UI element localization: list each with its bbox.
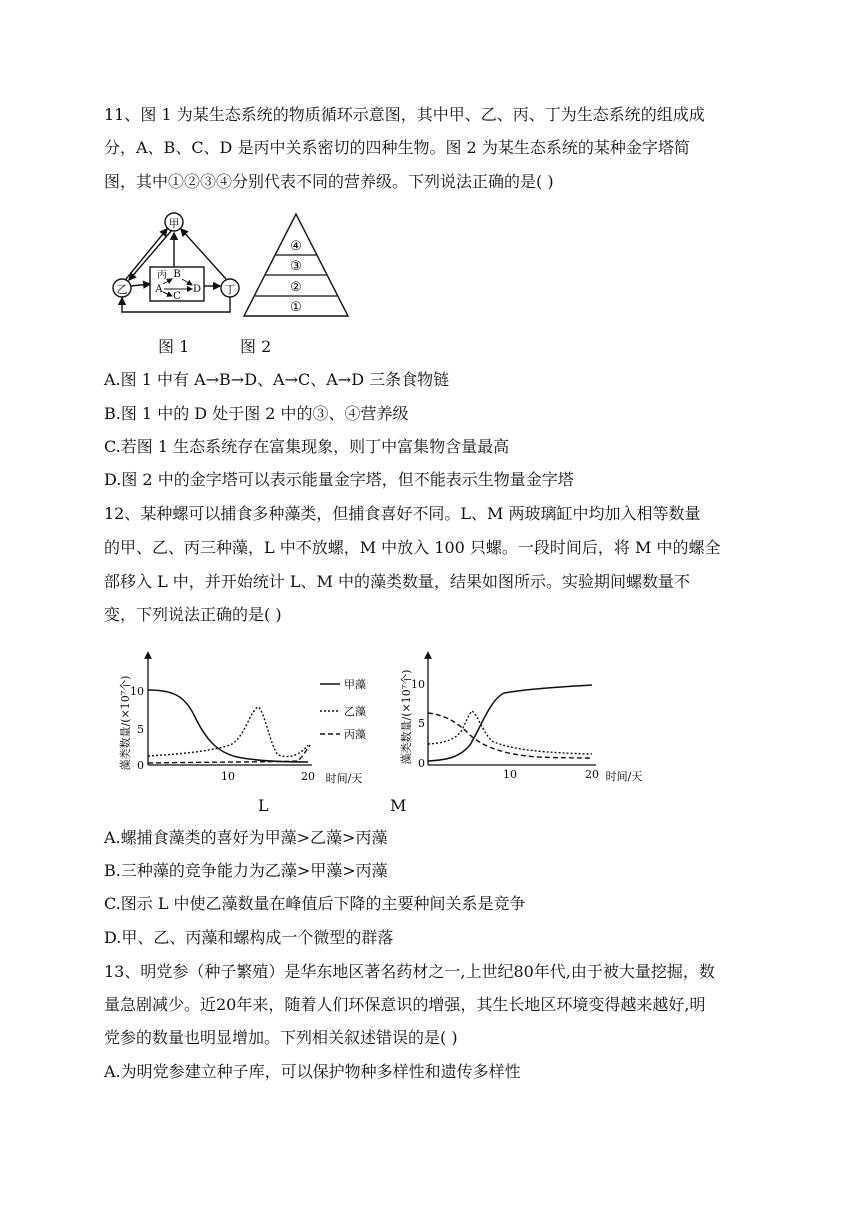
chart-M [398, 645, 660, 790]
label-jia: 甲 [168, 217, 180, 230]
chart-M-series-jia [428, 685, 592, 761]
label-bing: 丙 [157, 270, 167, 281]
figure-1-cycle-diagram [106, 206, 246, 324]
chart-M-series-yi [428, 711, 592, 754]
figure-2-pyramid [240, 210, 352, 322]
chart-M-xtick-20: 20 [585, 768, 599, 781]
q11-stem-line-2: 分，A、B、C、D 是丙中关系密切的四种生物。图 2 为某生态系统的某种金字塔简 [104, 138, 690, 157]
pyramid-level-1: ① [290, 300, 302, 315]
q11-option-a: A.图 1 中有 A→B→D、A→C、A→D 三条食物链 [104, 370, 450, 389]
label-D: D [192, 284, 202, 295]
chart-M-series-bing [428, 713, 592, 758]
chart-M-ytick-10: 10 [411, 678, 425, 691]
chart-L-ytick-0: 0 [137, 759, 144, 772]
q12-stem-line-4: 变，下列说法正确的是( ) [104, 605, 282, 624]
chart-L-xtick-10: 10 [221, 770, 235, 783]
label-C: C [173, 291, 181, 302]
q13-stem-line-3: 党参的数量也明显增加。下列相关叙述错误的是( ) [104, 1028, 458, 1047]
q12-option-a: A.螺捕食藻类的喜好为甲藻>乙藻>丙藻 [104, 828, 388, 847]
q12-stem-line-3: 部移入 L 中，并开始统计 L、M 中的藻类数量，结果如图所示。实验期间螺数量不 [104, 572, 690, 591]
q12-stem-line-1: 12、某种螺可以捕食多种藻类，但捕食喜好不同。L、M 两玻璃缸中均加入相等数量 [104, 504, 701, 523]
q11-stem-line-1: 11、图 1 为某生态系统的物质循环示意图，其中甲、乙、丙、丁为生态系统的组成成 [104, 105, 705, 124]
q11-stem-line-3: 图，其中①②③④分别代表不同的营养级。下列说法正确的是( ) [104, 172, 554, 191]
pyramid-level-2: ② [290, 280, 302, 295]
chart-L-ylabel: 藻类数量/(×10⁷个) [119, 675, 132, 771]
legend-bing: 丙藻 [344, 728, 366, 741]
label-B: B [173, 269, 181, 280]
q11-option-c: C.若图 1 生态系统存在富集现象，则丁中富集物含量最高 [104, 437, 510, 456]
chart-M-ytick-5: 5 [418, 717, 425, 730]
chart-M-ytick-0: 0 [418, 757, 425, 770]
q13-stem-line-2: 量急剧减少。近20年来，随着人们环保意识的增强，其生长地区环境变得越来越好,明 [104, 995, 706, 1014]
q11-option-b: B.图 1 中的 D 处于图 2 中的③、④营养级 [104, 404, 409, 423]
chart-M-ylabel: 藻类数量/(×10⁷个) [400, 669, 413, 765]
q12-option-c: C.图示 L 中使乙藻数量在峰值后下降的主要种间关系是竞争 [104, 894, 526, 913]
figure-1-caption: 图 1 [158, 337, 190, 356]
chart-L [112, 645, 392, 790]
q13-stem-line-1: 13、明党参（种子繁殖）是华东地区著名药材之一,上世纪80年代,由于被大量挖掘，数 [104, 962, 715, 981]
chart-L-caption: L [258, 796, 269, 815]
q13-option-a: A.为明党参建立种子库，可以保护物种多样性和遗传多样性 [104, 1062, 521, 1081]
pyramid-level-3: ③ [290, 259, 302, 274]
label-A: A [155, 284, 163, 295]
label-ding: 丁 [224, 283, 236, 296]
pyramid-level-4: ④ [290, 239, 302, 254]
q12-option-b: B.三种藻的竞争能力为乙藻>甲藻>丙藻 [104, 861, 388, 880]
chart-M-xtick-10: 10 [503, 768, 517, 781]
legend-yi: 乙藻 [344, 705, 366, 718]
q12-stem-line-2: 的甲、乙、丙三种藻，L 中不放螺，M 中放入 100 只螺。一段时间后，将 M 中的螺全 [104, 538, 721, 557]
chart-M-xlabel: 时间/天 [605, 770, 643, 783]
legend-jia: 甲藻 [344, 678, 366, 691]
chart-L-xlabel: 时间/天 [325, 772, 363, 785]
figure-2-caption: 图 2 [240, 337, 272, 356]
q11-option-d: D.图 2 中的金字塔可以表示能量金字塔，但不能表示生物量金字塔 [104, 470, 574, 489]
q12-option-d: D.甲、乙、丙藻和螺构成一个微型的群落 [104, 928, 394, 947]
chart-L-xtick-20: 20 [301, 770, 315, 783]
chart-L-ytick-5: 5 [137, 723, 144, 736]
label-yi: 乙 [116, 283, 128, 296]
chart-L-series-jia [148, 690, 308, 762]
chart-L-series-yi [148, 707, 308, 757]
chart-L-ytick-10: 10 [130, 685, 144, 698]
chart-M-caption: M [390, 796, 407, 815]
